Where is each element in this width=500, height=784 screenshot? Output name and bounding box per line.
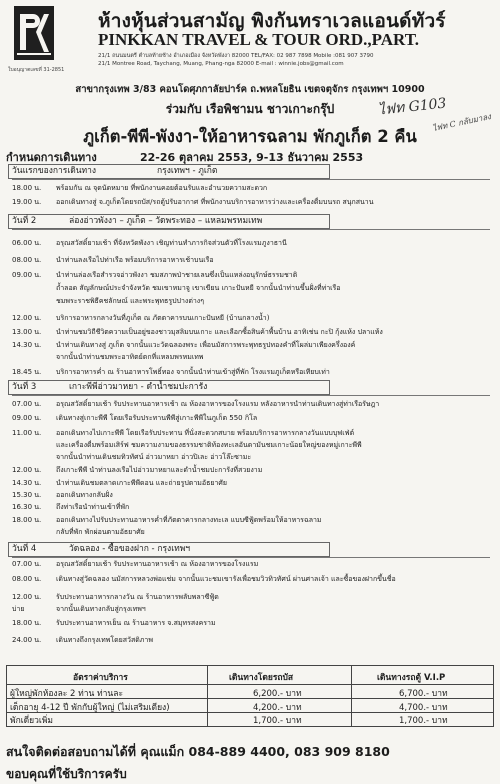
row-time: 14.30 น. [12,479,42,487]
row-time: 08.00 น. [12,575,42,583]
row-text: อรุณสวัสดิ์ยามเช้า รับประทานอาหารเช้า ณ ห้องอาหารของโรงแรม หลังอาหารนำท่านเดินทางสู่ท่าเรือรัษฎา [56,400,380,408]
day-4-header [8,542,330,557]
row-text: รับประทานอาหารกลางวัน ณ ร้านอาหารพลับพลาซีฟู้ด [56,593,219,601]
day-3-header [8,380,330,395]
row-time: 06.00 น. [12,239,42,247]
row-time: 07.00 น. [12,400,42,408]
row-text: นำท่านลงเรือไปท่าเรือ พร้อมบริการอาหารเช้าบนเรือ [56,256,214,264]
row-time: บ่าย [12,605,25,613]
row-time: 18.45 น. [12,368,42,376]
row-text: อรุณสวัสดิ์ยามเช้า รับประทานอาหารเช้า ณ ห้องอาหารของโรงแรม [56,560,259,568]
row-text: ชมพระราชพิธีคชลักษณ์ และพระพุทธรูปปางต่างๆ [56,297,204,305]
row-time: 12.00 น. [12,466,42,474]
table-cell: 4,200.- บาท [253,703,302,713]
schedule-dates: 22-26 ตุลาคม 2553, 9-13 ธันวาคม 2553 [140,151,364,164]
row-text: เดินทางสู่วัดฉลอง นมัสการหลวงพ่อแช่ม จากนั้นแวะชมเขารังเพื่อชมวิวทิวทัศน์ ผ่านศาลเจ้า และซื้อของฝากขึ้นชื่อ [56,575,396,583]
row-time: 12.00 น. [12,314,42,322]
row-text: จากนั้นเดินทางกลับสู่กรุงเทพฯ [56,605,146,613]
day-route: เกาะพีพีอ่าวมาหยา - ดำน้ำชมปะการัง [69,382,208,392]
day-2-header [8,214,330,229]
branch-address: สาขากรุงเทพ 3/83 คอนโดศุภกาลัยปาร์ค ถ.พหลโยธิน เขตจตุจักร กรุงเทพฯ 10900 [75,84,425,95]
day-route: ล่องอ่าวพังงา – ภูเก็ต – วัดพระทอง – แหลมพรหมเทพ [69,216,263,226]
divider [12,557,490,558]
address-thai: 21/1 ถนนมนตรี ตำบลท้ายช้าง อำเภอเมือง จังหวัดพังงา 82000 TEL/FAX: 02 987 7898 Mobile :081 907 3790 [98,53,374,59]
day-label: วันที่ 4 [12,544,37,554]
day-label: วันแรกของการเดินทาง [12,166,97,176]
day-route: วัดฉลอง - ซื้อของฝาก - กรุงเทพฯ [69,544,191,554]
rates-table [6,665,494,727]
row-text: นำท่านชมวิถีชีวิตความเป็นอยู่ของชาวมุสลิมบนเกาะ และเลือกซื้อสินค้าพื้นบ้าน อาทิเช่น กะปิ กุ้งแห้ง ปลาแห้ง [56,328,383,336]
row-time: 09.00 น. [12,271,42,279]
row-text: จากนั้นนำท่านชมพระอาทิตย์ตกที่แหลมพรหมเทพ [56,353,204,361]
row-text: เดินทางสู่เกาะพีพี โดยเรือรับประทานพีพีสู่เกาะพีพีในภูเก็ต 550 กิโล [56,414,258,422]
row-text: ถึงเกาะพีพี นำท่านลงเรือไปอ่าวมาหยาและดำน้ำชมปะการังที่สวยงาม [56,466,263,474]
row-time: 12.00 น. [12,593,42,601]
company-name-thai: ห้างหุ้นส่วนสามัญ พิงกันทราเวลแอนด์ทัวร์ [98,10,446,32]
handwritten-note: ไฟท G103 [377,95,448,119]
day-label: วันที่ 3 [12,382,37,392]
row-time: 13.00 น. [12,328,42,336]
row-text: พร้อมกัน ณ จุดนัดหมาย ที่พนักงานคอยต้อนรับและอำนวยความสะดวก [56,184,268,192]
table-cell: พักเดี่ยวเพิ่ม [10,716,54,726]
table-divider [351,666,352,726]
table-header: เดินทางรถตู้ V.I.P [377,673,446,683]
row-text: นำท่านล่องเรือสำรวจอ่าวพังงา ชมสภาพป่าชายเลนซึ่งเป็นแหล่งอนุรักษ์ธรรมชาติ [56,271,298,279]
table-divider [207,666,208,726]
row-time: 24.00 น. [12,636,42,644]
row-text: ออกเดินทางสู่ จ.ภูเก็ตโดยรถบัส/รถตู้ปรับอากาศ ที่พนักงานบริการอาหารว่างและเครื่องดื่มบนรถ สนุกสนาน [56,198,374,206]
row-text: อรุณสวัสดิ์ยามเช้า ที่จังหวัดพังงา เชิญท่านทำภารกิจส่วนตัวที่โรงแรมภูงาธานี [56,239,287,247]
company-logo-icon [14,6,54,60]
row-text: นำท่านเดินทางสู่ ภูเก็ต จากนั้นแวะวัดฉลองพระ เพื่อนมัสการพระพุทธรูปทองคำที่โผล่มาเพียงครึ่งองค์ [56,341,356,349]
table-cell: 1,700.- บาท [399,716,448,726]
row-time: 18.00 น. [12,619,42,627]
handwritten-note-2: ไฟท C กลับมาลง [431,111,492,134]
table-cell: 6,700.- บาท [399,689,448,699]
table-divider [7,684,493,685]
row-text: จากนั้นนำท่านเดินชมทิวทัศน์ อ่าวมาหยา อ่าวปิเละ อ่าวโล๊ะซามะ [56,453,252,461]
row-text: เดินทางถึงกรุงเทพโดยสวัสดิภาพ [56,636,153,644]
row-text: บริการอาหารกลางวันที่ภูเก็ต ณ ภัตตาคารบนเกาะปันหยี (บ้านกลางน้ำ) [56,314,270,322]
license-number: ใบอนุญาตเลขที่ 31-2851 [8,67,65,73]
row-text: บริการอาหารค่ำ ณ ร้านอาหารโพธิ์ทอง จากนั้นนำท่านเข้าสู่ที่พัก โรงแรมภูเก็ตหรือเทียบเท่า [56,368,330,376]
closing-line: ขอบคุณที่ใช้บริการครับ [6,767,127,781]
row-text: ออกเดินทางไปรับประทานอาหารค่ำที่ภัตตาคารกลางทะเล แบบซีฟู้ดพร้อมให้อาหารฉลาม [56,516,322,524]
row-text: กลับที่พัก พักผ่อนตามอัธยาศัย [56,528,145,536]
table-cell: เด็กอายุ 4-12 ปี พักกับผู้ใหญ่ (ไม่เสริมเตียง) [10,703,170,713]
row-text: ถึงท่าเรือนำท่านเข้าที่พัก [56,503,130,511]
table-cell: 1,700.- บาท [253,716,302,726]
table-cell: 6,200.- บาท [253,689,302,699]
table-cell: ผู้ใหญ่พักห้องละ 2 ท่าน ท่านละ [10,689,124,699]
row-time: 15.30 น. [12,491,42,499]
row-text: นำท่านเดินชมตลาดเกาะพีพีดอน และถ่ายรูปตามอัธยาศัย [56,479,227,487]
company-name-english: PINKKAN TRAVEL & TOUR ORD.,PART. [98,30,420,49]
row-text: ถ้ำลอด สัญลักษณ์ประจำจังหวัด ชมเขาหมาจู เขาเขียน เกาะปันหยี จากนั้นนำท่านขึ้นฝั่งที่ท่าเรือ [56,284,341,292]
row-time: 14.30 น. [12,341,42,349]
row-time: 08.00 น. [12,256,42,264]
row-text: ออกเดินทางไปเกาะพีพี โดยเรือรับประทาน ที่นั่งสะดวกสบาย พร้อมบริการอาหารกลางวันแบบบุฟเฟ่ต์ [56,429,355,437]
row-time: 09.00 น. [12,414,42,422]
contact-line: สนใจติดต่อสอบถามได้ที่ คุณแม็ก 084-889 4400, 083 909 8180 [6,744,390,759]
divider [12,229,490,230]
address-english: 21/1 Montree Road, Taychang, Muang, Phang-nga 82000 E-mail : winnie.jobs@gmail.com [98,61,344,67]
row-text: รับประทานอาหารเย็น ณ ร้านอาหาร จ.สมุทรสงคราม [56,619,216,627]
row-time: 07.00 น. [12,560,42,568]
row-time: 11.00 น. [12,429,42,437]
table-header: อัตราค่าบริการ [73,673,128,683]
row-time: 16.30 น. [12,503,42,511]
partner-line: ร่วมกับ เรือพิชามน ชาวเกาะกรุ๊ป [165,102,335,116]
schedule-label: กำหนดการเดินทาง [6,151,97,164]
day-label: วันที่ 2 [12,216,37,226]
row-time: 18.00 น. [12,184,42,192]
day-route: กรุงเทพฯ - ภูเก็ต [157,166,218,176]
divider [12,179,490,180]
divider [12,395,490,396]
row-time: 19.00 น. [12,198,42,206]
table-header: เดินทางโดยรถบัส [229,673,294,683]
day-1-header [8,164,330,179]
row-time: 18.00 น. [12,516,42,524]
trip-title: ภูเก็ต-พีพี-พังงา-ให้อาหารฉลาม พักภูเก็ต 2 คืน [83,127,417,146]
row-text: ออกเดินทางกลับฝั่ง [56,491,113,499]
row-text: และเครื่องดื่มพร้อมเสิร์ฟ ชมความงามของธรรมชาติท้องทะเลอันดามันชมเกาะน้อยใหญ่ของหมู่เกาะพีพี [56,441,362,449]
table-cell: 4,700.- บาท [399,703,448,713]
